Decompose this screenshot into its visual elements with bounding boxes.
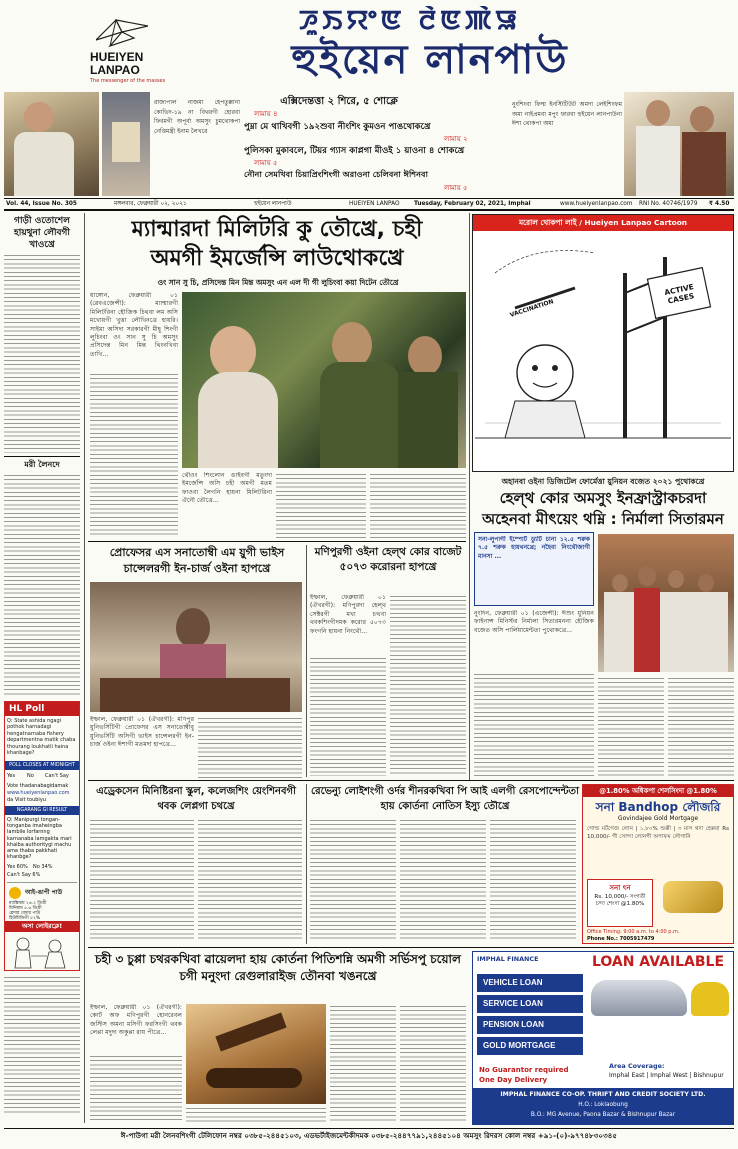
- hl-poll-box: [4, 701, 80, 971]
- top-headline-2: পুম্না মে থাখিবগী ১৯২শুবা নীংশিং কুমওন পাঙথোকখ্রে: [244, 122, 431, 132]
- top-page-ref-2: লামায় ২: [444, 135, 468, 143]
- scarf-photo: [624, 92, 734, 196]
- right-column-divider: [469, 213, 470, 780]
- poll-no-label: No: [27, 773, 34, 779]
- cartoon-banner: [473, 215, 733, 231]
- hl-poll-closes: POLL CLOSES AT MIDNIGHT: [5, 761, 79, 770]
- revenue-body-2: [400, 818, 486, 942]
- professor-body-2: [198, 716, 302, 778]
- lead-subhead: ওং সান সু চি, প্রসিদেন্ত মিন মিন্ত অমসুং এন এল দী গী লুচিংবা কয়া দিটেন তৌখ্রে: [157, 278, 399, 287]
- mari-body: [4, 473, 80, 695]
- weather-lines: [9, 901, 77, 921]
- cartoon-box: [472, 214, 734, 472]
- sona-tag: [587, 879, 653, 927]
- budget-kicker: অহানবা ওইনা ডিজিটেল ফোর্মেত্তা য়ুনিয়ন বজেত ২০২১ পুথোকখ্রে: [501, 477, 705, 486]
- left-divider-1: [4, 456, 80, 457]
- weather-box: [7, 882, 77, 921]
- loan-headline: LOAN AVAILABLE: [591, 954, 725, 970]
- poll-result-yes: Yes 60%: [7, 864, 28, 870]
- poll-cantsay-label: Can't Say: [45, 773, 69, 779]
- loan-item: GOLD MORTGAGE: [477, 1037, 583, 1055]
- loan-brand: IMPHAL FINANCE: [477, 955, 539, 963]
- masthead-title-meetei: ꯍꯨꯏꯌꯦꯟ ꯂꯥꯟꯄꯥꯎ: [298, 6, 522, 36]
- bottom-body: ইম্ফাল, ফেব্রুয়ারী ০১ (ঐখরগী): কোর্ট অফ মণিপুরগী হোনরেবল জস্টিস অমনা মসিগী ফরসিংগী থবক লেপ্পা মদুদা অকুপ্পা রায় পীখ্রে...: [90, 1004, 182, 1037]
- budget-body: নুংদিন, ফেব্রুয়ারী ০১ (এজেন্সী): ঈশুং য়ুনিয়ন ফাইনান্স মিনিস্টর নির্মালা সিতারমননা হৌজিক বজেত অসি পার্লিয়ামেন্টতা পুথোকখ্রে...: [474, 610, 594, 634]
- gari-body: [4, 253, 80, 453]
- loan-point-2: One Day Delivery: [479, 1076, 548, 1084]
- car-illustration: [591, 980, 687, 1016]
- dateline: [4, 199, 734, 209]
- bandhop-office: Office Timing: 9:00 a.m. to 4:00 p.m.: [587, 929, 680, 935]
- enrolment-divider: [306, 784, 307, 944]
- governor-photo: [4, 92, 99, 196]
- enrolment-body-2: [198, 818, 302, 942]
- gari-headline: গাড়ী ওতোশেল হায়থুনা লৌবগী খাওখ্রে: [14, 216, 70, 250]
- poll-yes-label: Yes: [7, 773, 16, 779]
- bottom-body-2: [90, 1054, 182, 1122]
- poll-result-question: Q: Manipurgi tongan-tonganba imaheingba lambile lorfarnng karnanaba lamgakta mari khaiba authoritygi machu ama thaba pakkhati khanbge?: [7, 817, 72, 861]
- bandhop-title: সনা Bandhop লৌজরি: [595, 800, 721, 814]
- budget-body-2: [474, 672, 594, 776]
- loan-item: SERVICE LOAN: [477, 995, 583, 1013]
- bottom-headline: চহী ৩ চুপ্পা চথরকখিবা ৱায়েলদা হায় কোর্তনা পিতিশন্নি অমগী সর্ভিসপু চয়োল চগী মনুংদা রেগুলারাইজ তৌনবা খঙনখ্রে: [95, 952, 461, 983]
- bandhop-ad[interactable]: [582, 784, 734, 944]
- lead-body-1: য়াঙ্গোন, ফেব্রুয়ারী ০১ (ৱেবএজেন্সী): ম্যান্মারগী মিলিটরিনা হৌজিক চিথবা লম অসি মখোয়গী খুত্তা লৌখিনখ্রে হায়রি। সাইমা অসিদা সরকারগী মীহূ শিংগী লুচিংবা ওং সান সু চি অমসুং প্রসিদেন্ত মিন মিন্ত থিংনখিবা তাখি...: [90, 292, 178, 358]
- hl-poll-question: Q: State ashida ngagi pothok harnadagi hengatnarnaba fishery departmentna matik chaba thourang loukhatli haina khanbage?: [7, 718, 76, 757]
- bottom-body-5: [400, 1004, 466, 1122]
- dateline-center: হুইয়েন লানপাউ: [254, 201, 292, 207]
- professor-photo: [90, 582, 302, 712]
- lower-rule: [88, 947, 734, 948]
- governor-caption: রাজ্যপাল নাজমা হেপতুল্লানা কোভিদ-১৯ না বিথরগী হোরবা ফিবমগী অপূর্বা অমসুং চুমথোকপা নেত্তিমন্ত্রী ইনাম লৈখরে: [154, 99, 240, 135]
- dateline-price: ₹ 4.50: [709, 201, 730, 207]
- masthead-brand-tagline: The messenger of the masses: [90, 78, 166, 84]
- weather-line: মিনিমাম ৫.৬ ডিগ্রী: [9, 906, 42, 911]
- sona-tag-title: সনা ৎন: [609, 884, 631, 892]
- manipur-body-2: [310, 656, 386, 776]
- gavel-photo: [186, 1004, 326, 1104]
- lead-body-2: থৌওং শিংলোন ঙাইবগী মতুংদা ইমর্জেন্সি অসি চহী অমগী মতম ফাওবা লৈগনি হায়না মিলিটরিনা ঐনৌ তৌখ্রে...: [182, 472, 272, 505]
- society-band: [473, 1088, 733, 1124]
- myanmar-photo: [182, 292, 466, 468]
- footer-contact: ঈ-পাউগা মরী লৈনবশিংগী টেলিফোন নম্বর ০৩৮৫-২৪৪৫১০৩, এডভর্টাইজমেন্টকীদমক ০৩৮৫-২৪৪৭৭৯১,২৪৪৫১০৪ অমসুং রিদরস কোল নম্বর +৯১-(০)-৯৭৭৪৮৩০৩৪৫: [120, 1131, 618, 1140]
- masthead-title-bengali: হুইয়েন লানপাউ: [291, 36, 569, 83]
- side-cartoon-title: অসা লোইরক্লে!: [5, 921, 79, 932]
- budget-sidebox: [474, 532, 594, 606]
- masthead: [0, 0, 738, 90]
- top-page-ref-1: লামায় ৪: [254, 110, 278, 118]
- professor-body: ইম্ফাল, ফেব্রুয়ারী ০১ (ঐখরগী): মণিপুর য়ুনিভর্সিটিগী প্রোফেসর এস সনাতোম্বীবু য়ুনিভর্সিটি অসিগী ভাইস চান্সেলরগী ইন-চার্জ ওইনা ঈশাগী মতমদা হাপখ্রে...: [90, 716, 194, 749]
- poll-option-yes[interactable]: [7, 773, 15, 779]
- dateline-date: Tuesday, February 02, 2021, Imphal: [414, 201, 531, 207]
- weather-line: ম্যাক্সিমাম ২৬.২ ডিগ্রী: [9, 901, 47, 906]
- vaccine-photo: [102, 92, 150, 196]
- manipur-body: ইম্ফাল, ফেব্রুয়ারী ০১ (ঐখরগী): মণিপুরদা হেল্থ সেক্টরগী মখা চত্থবা থবকশিংগীদমক করোর ৫০৭৩ ফংগনি হায়না নিংথৌ...: [310, 594, 386, 635]
- paper-crane-logo: [96, 18, 148, 48]
- autorickshaw-illustration: [691, 982, 729, 1016]
- manipur-headline: মণিপুরগী ওইনা হেল্থ কোর বাজেট ৫০৭৩ করোরনা হাপখ্রে: [314, 546, 462, 573]
- cartoon-banner-text: মরোল থোকপা লাই / Hueiyen Lanpao Cartoon: [518, 218, 688, 227]
- dateline-weekday: মঙ্গলবার, ফেব্রুয়ারী ০২, ২০২১: [114, 201, 187, 207]
- society-bo: B.O.: MG Avenue, Paona Bazar & Bishnupur Bazar: [530, 1112, 676, 1118]
- poll-option-no[interactable]: [27, 773, 34, 779]
- loan-item: PENSION LOAN: [477, 1016, 583, 1034]
- weather-line: হিউমিডিতী ৫২%: [9, 916, 40, 921]
- dateline-rule-bottom: [4, 209, 734, 211]
- top-headline-3: পুলিসকা মুকাবলে, টিয়র গ্যাস কাপ্লগা মীওই ১ য়াওনা ৪ শোকখ্রে: [244, 146, 465, 156]
- revenue-body: [310, 818, 396, 942]
- gold-coin-icon: [663, 881, 723, 913]
- dateline-site[interactable]: www.hueiyenlanpao.com: [560, 201, 633, 207]
- lead-body-cont: [90, 372, 178, 538]
- manipur-body-3: [390, 594, 466, 776]
- poll-result-no: No 34%: [33, 864, 53, 870]
- poll-vote-line-3: da Visit toubiyu: [7, 797, 46, 803]
- footer-rule: [4, 1128, 734, 1129]
- hl-poll-title: HL Poll: [5, 702, 79, 716]
- bandhop-sub: Govindajee Gold Mortgage: [617, 815, 699, 822]
- dateline-volume: Vol. 44, Issue No. 305: [6, 201, 77, 207]
- poll-result-cantsay: Can't Say 6%: [7, 872, 41, 878]
- loan-list: [477, 974, 583, 1058]
- bandhop-phone[interactable]: Phone No.: 7005917479: [587, 936, 655, 942]
- society-ho: H.O.: Loklaobung: [578, 1102, 628, 1108]
- society-name: IMPHAL FINANCE CO-OP. THRIFT AND CREDIT SOCIETY LTD.: [500, 1091, 706, 1098]
- side-cartoon-drawing: [9, 934, 75, 970]
- poll-vote-line-1: Vote thadanabagidamak: [7, 783, 69, 789]
- loan-item: VEHICLE LOAN: [477, 974, 583, 992]
- top-page-ref-4: লামায় ৫: [444, 184, 468, 192]
- loan-point-1: No Guarantor required: [479, 1066, 569, 1074]
- enrolment-body: [90, 818, 194, 942]
- weather-line: ৱেদার বেদার পাউ: [9, 911, 41, 916]
- weather-title: আই-ঙাপী পাউ: [25, 889, 63, 896]
- right-caption: নুংশিংবা ফিল্ম ইনস্টিটিউট অমদা লেইশিংফম অমা নাইপ্রমবা মপুং ফারবা হুইয়েন লানপাউনা ঈশা থোকপা অমা: [512, 101, 622, 128]
- bottom-body-3: [186, 1106, 326, 1122]
- professor-headline: প্রোফেসর এস সনাতোম্বী এম য়ুগী ভাইস চান্সেলরগী ইন-চার্জ ওইনা হাপখ্রে: [109, 546, 285, 575]
- budget-headline-2: অহেনবা মীৎয়েং থম্নি : নির্মালা সিতারমন: [482, 510, 724, 528]
- top-page-ref-3: লামায় ৫: [254, 159, 278, 167]
- budget-headline-1: হেল্থ কোর অমসুং ইনফ্রাস্ট্রাকচরদা: [499, 489, 707, 507]
- left-column: [4, 213, 82, 1123]
- loan-ad[interactable]: [472, 951, 734, 1125]
- sun-icon: [9, 887, 21, 899]
- budget-body-4: [668, 676, 734, 776]
- lead-headline-2: অমগী ইমর্জেন্সি লাউথোকখ্রে: [150, 246, 404, 271]
- bottom-body-4: [330, 1004, 396, 1122]
- lead-bottom-rule: [88, 541, 466, 542]
- lead-body-4: [370, 472, 466, 538]
- sitharaman-photo: [598, 534, 734, 672]
- cartoon-drawing: [475, 233, 731, 469]
- top-strip: [4, 92, 734, 196]
- mid-rule: [88, 780, 734, 781]
- cartoon-sign-vaccine: VACCINATION: [509, 298, 555, 319]
- cartoon-sign-active: ACTIVE CASES: [663, 282, 695, 306]
- dateline-rni: RNI No. 40746/1979: [639, 201, 698, 207]
- top-headline-4: নৌনা সেমখিবা চিয়াপ্রিংশিংগী অরাওনা চেলিবনা ঈশিনবা: [244, 169, 428, 179]
- poll-vote-link[interactable]: www.hueiyenlanpao.com: [7, 790, 70, 796]
- budget-body-3: [598, 676, 664, 776]
- masthead-brand: HUEIYEN LANPAO: [90, 50, 144, 77]
- sona-tag-body: Rs. 10,000/- সংগতী চন্দা শেংদা @1.80%: [594, 894, 646, 908]
- poll-option-cantsay[interactable]: [45, 773, 69, 779]
- revenue-body-3: [490, 818, 576, 942]
- left-lower-body: [4, 975, 80, 1115]
- poll-result-title: NGARANG GI RESULT: [5, 806, 79, 815]
- coverage-areas: Imphal East | Imphal West | Bishnupur: [609, 1072, 724, 1079]
- bandhop-top: @1.80% অধিকপা শেলসিংদা @1.80%: [583, 785, 733, 797]
- lead-headline-1: ম্যান্মারদা মিলিটরি কু তৌখ্রে, চহী: [131, 217, 423, 242]
- enrolment-headline: এড্রেকসেন মিনিষ্টিরনা স্কুল, কলেজশিং য়েংশিনবগী থবক লেপ্লগা চথখ্রে: [96, 786, 296, 812]
- top-headline-1: এক্সিদেন্তত্তা ২ শিরে, ৫ শোক্লে: [280, 96, 398, 107]
- coverage-label: Area Coverage:: [609, 1062, 665, 1070]
- dateline-paper: HUEIYEN LANPAO: [349, 201, 400, 207]
- left-column-divider: [84, 213, 85, 1123]
- professor-divider: [306, 545, 307, 777]
- lead-body-3: [276, 472, 366, 538]
- revenue-headline: রেভেন্যু লোইশংগী ওর্দর শীনরকখিবা পি আই এলগী রেসপোন্দেন্টতা হায় কোর্তনা নোতিস ইস্যু তৌখ্রে: [311, 786, 579, 812]
- budget-sidebox-text: সনা-লুপাগী ইম্পোর্ট ড্যুটি চানা ১২.৫ শরুক ৭.৫ শরুক হায়থনখ্রে; নহৈবা নিংথৌজাগী মানসা ...: [478, 536, 590, 560]
- mari-headline: মরী লৈনদে: [24, 460, 60, 469]
- bandhop-body: গোল্ড মর্টগেজ লোন | ১.৮০% শুক্কী | ৩ মাস থদা হেল্লবা Rs 10,000/- গী সোন্দা লোনগী অপাফম লৌগানি: [587, 826, 729, 840]
